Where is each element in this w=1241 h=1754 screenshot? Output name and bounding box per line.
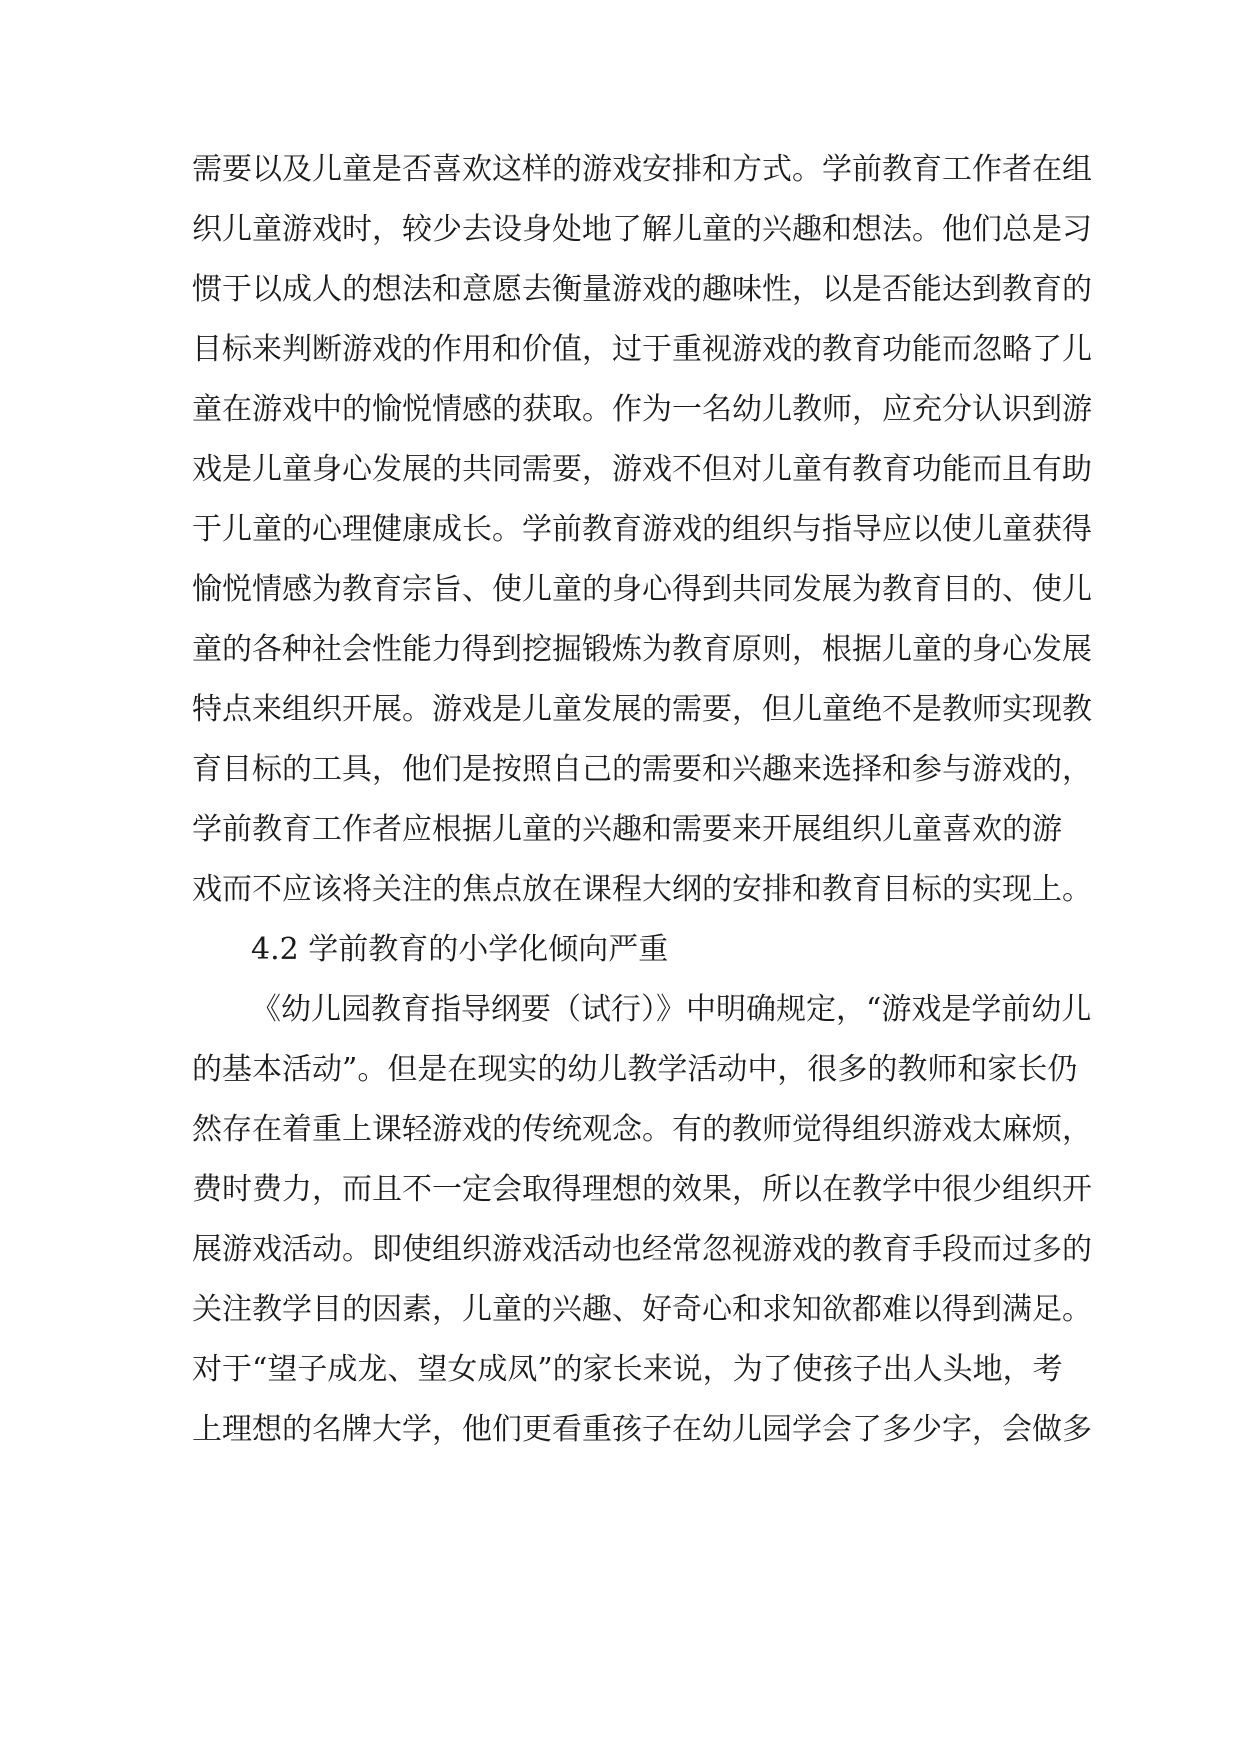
paragraph-line: 需要以及儿童是否喜欢这样的游戏安排和方式。学前教育工作者在组	[192, 152, 1092, 187]
paragraph-line: 目标来判断游戏的作用和价值，过于重视游戏的教育功能而忽略了儿	[192, 332, 1092, 367]
paragraph-line: 费时费力，而且不一定会取得理想的效果，所以在教学中很少组织开	[192, 1172, 1092, 1207]
paragraph-line: 《幼儿园教育指导纲要（试行）》中明确规定，“游戏是学前幼儿	[251, 992, 1092, 1027]
paragraph-line: 戏而不应该将关注的焦点放在课程大纲的安排和教育目标的实现上。	[192, 872, 1092, 907]
paragraph-line: 特点来组织开展。游戏是儿童发展的需要，但儿童绝不是教师实现教	[192, 692, 1092, 727]
paragraph-line: 关注教学目的因素，儿童的兴趣、好奇心和求知欲都难以得到满足。	[192, 1292, 1092, 1327]
paragraph-line: 然存在着重上课轻游戏的传统观念。有的教师觉得组织游戏太麻烦，	[192, 1112, 1092, 1147]
paragraph-line: 惯于以成人的想法和意愿去衡量游戏的趣味性，以是否能达到教育的	[192, 272, 1092, 307]
paragraph-line: 对于“望子成龙、望女成凤”的家长来说，为了使孩子出人头地，考	[192, 1352, 1063, 1387]
paragraph-line: 育目标的工具，他们是按照自己的需要和兴趣来选择和参与游戏的，	[192, 752, 1092, 787]
paragraph-line: 展游戏活动。即使组织游戏活动也经常忽视游戏的教育手段而过多的	[192, 1232, 1092, 1267]
paragraph-line: 愉悦情感为教育宗旨、使儿童的身心得到共同发展为教育目的、使儿	[192, 572, 1092, 607]
paragraph-line: 的基本活动”。但是在现实的幼儿教学活动中，很多的教师和家长仍	[192, 1052, 1078, 1087]
paragraph-line: 于儿童的心理健康成长。学前教育游戏的组织与指导应以使儿童获得	[192, 512, 1092, 547]
paragraph-line: 戏是儿童身心发展的共同需要，游戏不但对儿童有教育功能而且有助	[192, 452, 1092, 487]
paragraph-line: 学前教育工作者应根据儿童的兴趣和需要来开展组织儿童喜欢的游	[192, 812, 1062, 847]
paragraph-line: 上理想的名牌大学，他们更看重孩子在幼儿园学会了多少字，会做多	[192, 1412, 1092, 1447]
section-heading: 4.2 学前教育的小学化倾向严重	[251, 932, 669, 967]
paragraph-line: 童的各种社会性能力得到挖掘锻炼为教育原则，根据儿童的身心发展	[192, 632, 1092, 667]
paragraph-line: 童在游戏中的愉悦情感的获取。作为一名幼儿教师，应充分认识到游	[192, 392, 1092, 427]
paragraph-line: 织儿童游戏时，较少去设身处地了解儿童的兴趣和想法。他们总是习	[192, 212, 1092, 247]
